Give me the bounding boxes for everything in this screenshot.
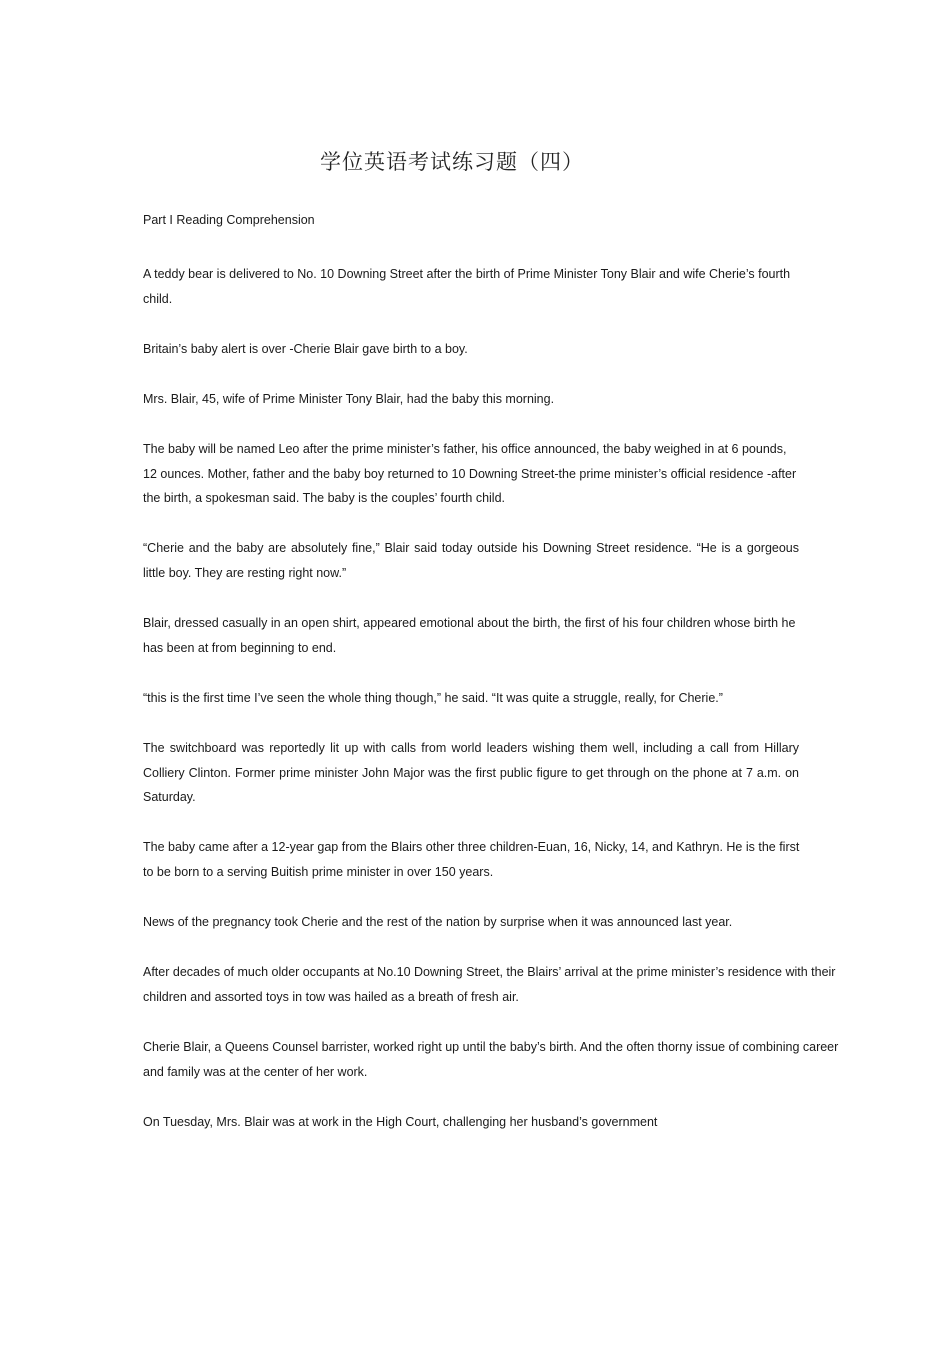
paragraph-2: Britain’s baby alert is over -Cherie Blair gave birth to a boy. [143, 341, 468, 356]
reading-passage [143, 262, 863, 1160]
paragraph-12: Cherie Blair, a Queens Counsel barrister, worked right up until the baby’s birth. And the often thorny issue of combining career and family was at the center of her work. [143, 1040, 839, 1079]
paragraph-7: “this is the first time I’ve seen the whole thing though,” he said. “It was quite a struggle, really, for Cherie.” [143, 690, 723, 705]
paragraph-4: The baby will be named Leo after the prime minister’s father, his office announced, the baby weighed in at 6 pounds, 12 ounces. Mother, father and the baby boy returned to 10 Downing Street-the prime minister’s official residence -after the birth, a spokesman said. The baby is the couples’ fourth child. [143, 441, 797, 506]
paragraph-10: News of the pregnancy took Cherie and the rest of the nation by surprise when it was announced last year. [143, 915, 733, 930]
paragraph-3: Mrs. Blair, 45, wife of Prime Minister Tony Blair, had the baby this morning. [143, 391, 555, 406]
paragraph-8: The switchboard was reportedly lit up with calls from world leaders wishing them well, including a call from Hillary Colliery Clinton. Former prime minister John Major was the first public figure to get through on the phone at 7 a.m. on Saturday. [143, 740, 799, 805]
paragraph-9: The baby came after a 12-year gap from the Blairs other three children-Euan, 16, Nicky, 14, and Kathryn. He is the first to be born to a serving Buitish prime minister in over 150 years. [143, 840, 800, 880]
section-heading: Part I Reading Comprehension [143, 213, 315, 227]
paragraph-13: On Tuesday, Mrs. Blair was at work in the High Court, challenging her husband’s government [143, 1114, 658, 1129]
paragraph-11: After decades of much older occupants at No.10 Downing Street, the Blairs’ arrival at the prime minister’s residence with their children and assorted toys in tow was hailed as a breath of fresh air. [143, 965, 836, 1005]
paragraph-5: “Cherie and the baby are absolutely fine,” Blair said today outside his Downing Street residence. “He is a gorgeous little boy. They are resting right now.” [143, 541, 799, 581]
paragraph-1: A teddy bear is delivered to No. 10 Downing Street after the birth of Prime Minister Tony Blair and wife Cherie’s fourth child. [143, 267, 791, 306]
paragraph-6: Blair, dressed casually in an open shirt, appeared emotional about the birth, the first of his four children whose birth he has been at from beginning to end. [143, 616, 796, 655]
page-title: 学位英语考试练习题（四） [320, 150, 584, 174]
